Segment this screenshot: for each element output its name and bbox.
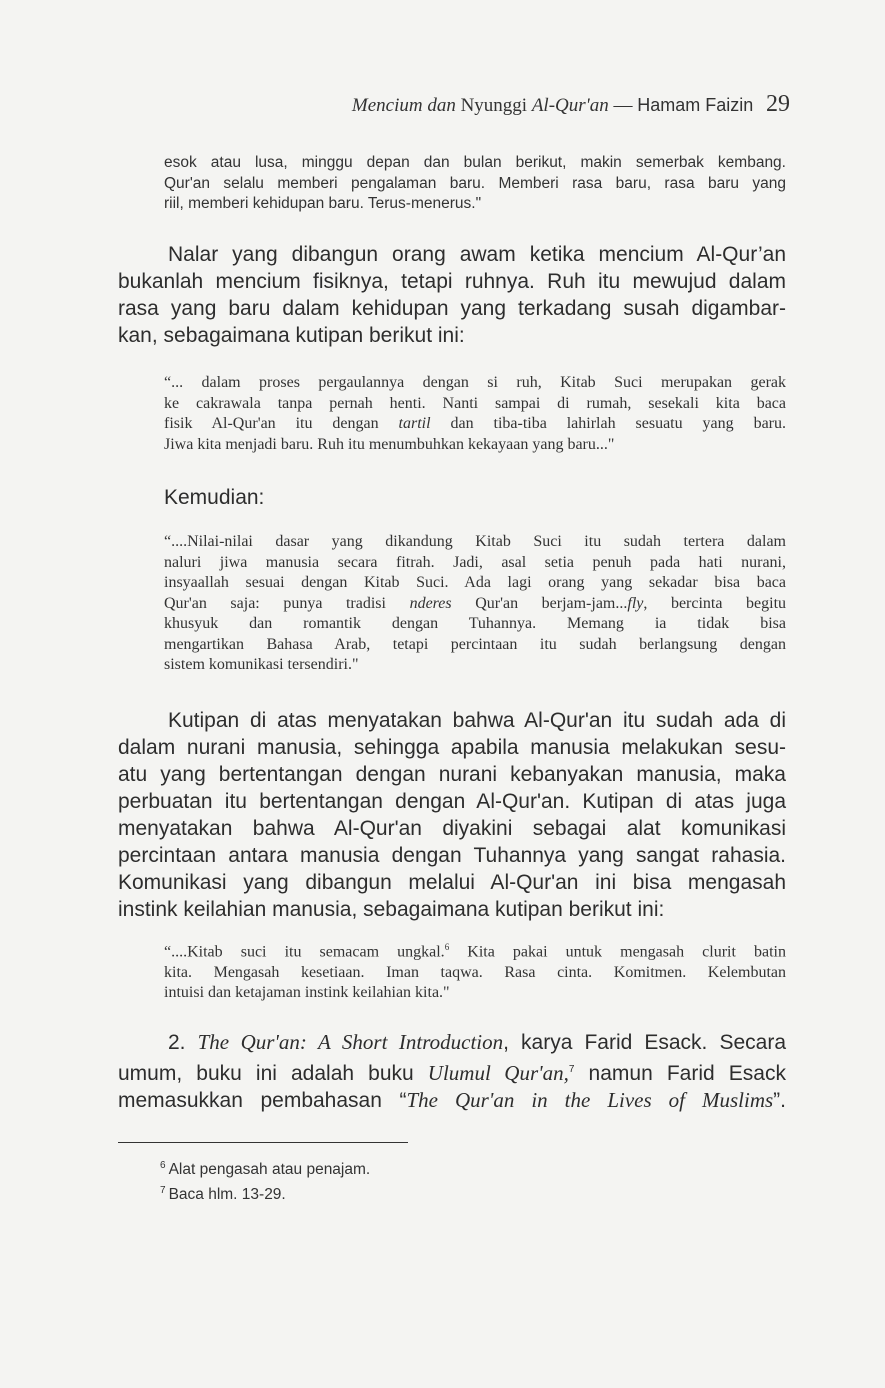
book-title: Ulumul Qur'an, <box>427 1061 569 1085</box>
header-title-plain: Nyunggi <box>460 95 528 116</box>
header-author: Hamam Faizin <box>637 95 754 115</box>
footnote-number: 6 <box>160 1160 166 1171</box>
list-number: 2. <box>168 1031 186 1054</box>
quote-text: , bercinta begitu <box>643 594 787 612</box>
running-header <box>0 91 790 118</box>
header-dash: — <box>608 95 638 116</box>
quote-line <box>164 414 786 435</box>
quote-2 <box>164 532 786 676</box>
paragraph-line: atu yang bertentangan dengan nurani kebanyakan manusia, maka <box>118 763 786 786</box>
top-quote-line: riil, memberi kehidupan baru. Terus-menerus." <box>164 195 482 212</box>
quote-3 <box>164 937 786 1004</box>
footnote-text: Alat pengasah atau penajam. <box>168 1161 371 1178</box>
paragraph-text: , karya Farid Esack. Secara <box>503 1031 786 1054</box>
paragraph-line: Komunikasi yang dibangun melalui Al-Qur'an ini bisa mengasah <box>118 871 786 894</box>
quote-line <box>164 594 786 615</box>
quote-line: intuisi dan ketajaman instink keilahian kita." <box>164 984 450 1002</box>
quote-italic-term: nderes <box>409 594 452 612</box>
quote-line <box>164 937 786 963</box>
quote-line: Jiwa kita menjadi baru. Ruh itu menumbuhkan kekayaan yang baru..." <box>164 435 615 453</box>
paragraph-line: kan, sebagaimana kutipan berikut ini: <box>118 324 465 347</box>
paragraph-line <box>118 1056 786 1087</box>
quote-line: sistem komunikasi tersendiri." <box>164 656 359 673</box>
footnote-ref: 6 <box>444 942 450 952</box>
quote-italic-term: tartil <box>398 415 431 432</box>
paragraph-1 <box>118 241 786 349</box>
quote-1 <box>164 373 786 455</box>
top-quote-line: esok atau lusa, minggu depan dan bulan berikut, makin semerbak kembang. <box>164 154 786 171</box>
quote-italic-term: fly <box>627 594 644 612</box>
quote-line: naluri jiwa manusia secara fitrah. Jadi, asal setia penuh pada hati nurani, <box>164 553 786 571</box>
quote-line: “... dalam proses pergaulannya dengan si ruh, Kitab Suci merupakan gerak <box>164 374 786 391</box>
quote-line: ke cakrawala tanpa pernah henti. Nanti sampai di rumah, sesekali kita baca <box>164 394 786 412</box>
footnote-ref: 7 <box>568 1064 575 1075</box>
kemudian-label: Kemudian: <box>164 486 265 509</box>
top-quote <box>164 153 786 215</box>
paragraph-text: umum, buku ini adalah buku <box>118 1062 414 1085</box>
paragraph-text: namun Farid Esack <box>574 1062 786 1085</box>
quote-line: kita. Mengasah kesetiaan. Iman taqwa. Rasa cinta. Komitmen. Kelembutan <box>164 963 786 981</box>
top-quote-line: Qur'an selalu memberi pengalaman baru. Memberi rasa baru, rasa baru yang <box>164 174 786 192</box>
page-number: 29 <box>766 91 790 117</box>
paragraph-line: instink keilahian manusia, sebagaimana kutipan berikut ini: <box>118 898 665 921</box>
footnote-item <box>160 1180 370 1205</box>
quote-text: Kita pakai untuk mengasah clurit batin <box>449 943 787 961</box>
paragraph-line: percintaan antara manusia dengan Tuhannya yang sangat rahasia. <box>118 844 786 867</box>
footnote-item <box>160 1155 370 1180</box>
paragraph-line <box>118 1029 786 1056</box>
paragraph-line: Nalar yang dibangun orang awam ketika mencium Al-Qur’an <box>168 243 786 266</box>
quote-line: “....Nilai-nilai dasar yang dikandung Kitab Suci itu sudah tertera dalam <box>164 533 786 550</box>
paragraph-line: Kutipan di atas menyatakan bahwa Al-Qur'an itu sudah ada di <box>168 709 786 732</box>
quote-text: fisik Al-Qur'an itu dengan <box>164 415 379 432</box>
book-title: The Qur'an: A Short Introduction <box>197 1030 504 1054</box>
paragraph-line <box>118 1087 786 1114</box>
quote-line: mengartikan Bahasa Arab, tetapi percintaan itu sudah berlangsung dengan <box>164 635 786 653</box>
footnote-divider <box>118 1142 408 1143</box>
quote-text: Qur'an berjam-jam... <box>475 594 628 612</box>
paragraph-2 <box>118 707 786 923</box>
paragraph-line: rasa yang baru dalam kehidupan yang terkadang susah digambar- <box>118 297 786 320</box>
paragraph-line: bukanlah mencium fisiknya, tetapi ruhnya. Ruh itu mewujud dalam <box>118 270 786 293</box>
paragraph-line: dalam nurani manusia, sehingga apabila manusia melakukan sesu- <box>118 736 786 759</box>
quote-line: insyaallah sesuai dengan Kitab Suci. Ada lagi orang yang sekadar bisa baca <box>164 574 786 591</box>
footnotes <box>160 1155 370 1205</box>
paragraph-text: ”. <box>773 1089 786 1112</box>
chapter-title: The Qur'an in the Lives of Muslims <box>406 1088 774 1112</box>
header-title-italic-1: Mencium dan <box>351 95 456 116</box>
quote-text: “....Kitab suci itu semacam ungkal. <box>164 943 445 961</box>
paragraph-3 <box>118 1029 786 1114</box>
paragraph-line: perbuatan itu bertentangan dengan Al-Qur'an. Kutipan di atas juga <box>118 790 786 813</box>
quote-text: dan tiba-tiba lahirlah sesuatu yang baru. <box>450 415 787 432</box>
header-title-italic-2: Al-Qur'an <box>531 95 609 116</box>
footnote-text: Baca hlm. 13-29. <box>168 1186 286 1203</box>
quote-line: khusyuk dan romantik dengan Tuhannya. Memang ia tidak bisa <box>164 615 786 632</box>
quote-text: Qur'an saja: punya tradisi <box>164 594 386 612</box>
paragraph-text: memasukkan pembahasan “ <box>118 1089 407 1112</box>
footnote-number: 7 <box>160 1185 166 1196</box>
paragraph-line: menyatakan bahwa Al-Qur'an diyakini sebagai alat komunikasi <box>118 817 786 840</box>
